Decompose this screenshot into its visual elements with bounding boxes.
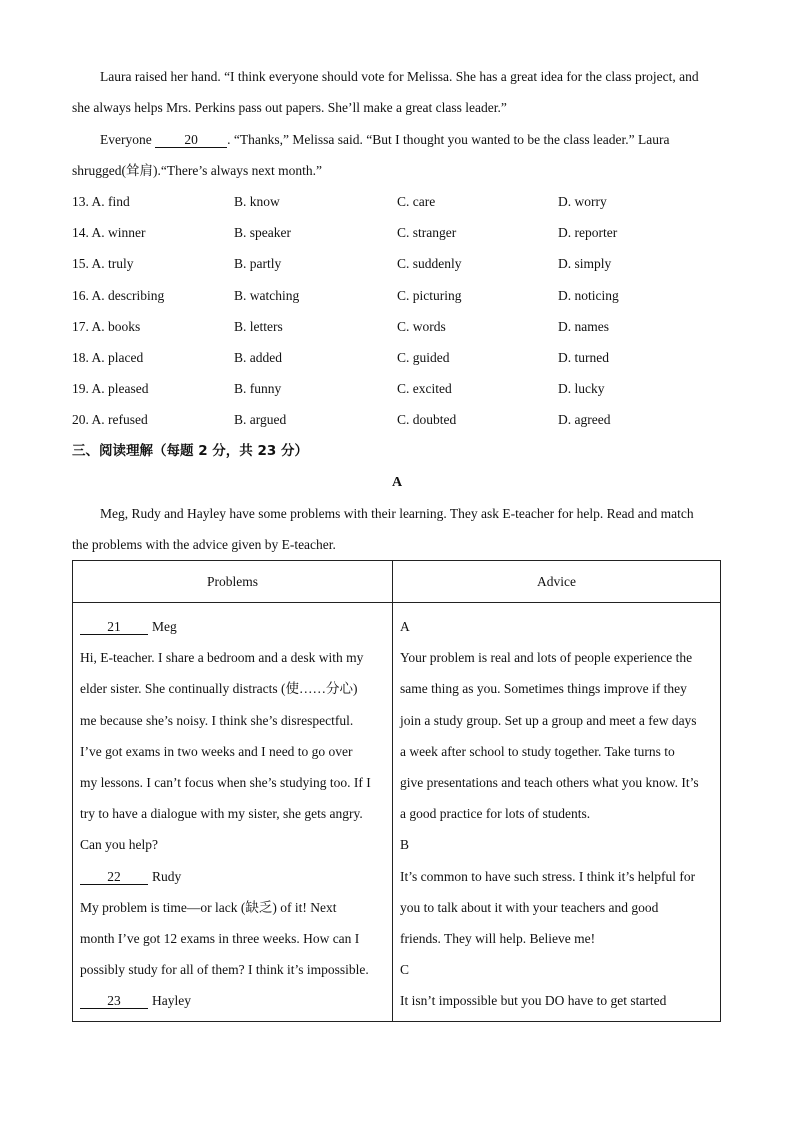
option-b[interactable]: B. letters	[234, 318, 283, 334]
option-d[interactable]: D. names	[558, 318, 609, 334]
problem-text-line: Can you help?	[80, 837, 158, 853]
question-row	[72, 342, 722, 373]
option-a[interactable]: 19. A. pleased	[72, 381, 149, 397]
option-c[interactable]: C. suddenly	[397, 256, 462, 272]
intro-line: Meg, Rudy and Hayley have some problems with their learning. They ask E-teacher for help. Read and match	[100, 506, 694, 521]
problem-text-line: my lessons. I can’t focus when she’s studying too. If I	[80, 775, 371, 791]
problem-text-line: I’ve got exams in two weeks and I need to go over	[80, 743, 353, 759]
advice-text-line: friends. They will help. Believe me!	[400, 931, 596, 947]
table-row	[73, 603, 721, 1022]
advice-text-line: you to talk about it with your teachers and good	[400, 899, 659, 915]
advice-text-line: Your problem is real and lots of people experience the	[400, 650, 693, 666]
advice-text-line: a week after school to study together. Take turns to	[400, 743, 675, 759]
passage-text: . “Thanks,” Melissa said. “But I thought you wanted to be the class leader.” Laura	[227, 132, 670, 147]
header-advice: Advice	[393, 561, 721, 603]
passage-line: shrugged(耸肩).“There’s always next month.”	[72, 163, 323, 178]
student-name: Meg	[152, 619, 177, 634]
problem-text-line: elder sister. She continually distracts (使……分心)	[80, 681, 358, 697]
option-a[interactable]: 16. A. describing	[72, 287, 165, 303]
option-a[interactable]: 13. A. find	[72, 194, 130, 209]
option-c[interactable]: C. guided	[397, 350, 450, 365]
header-problems: Problems	[73, 561, 393, 603]
section-heading: 三、阅读理解（每题 2 分，共 23 分）	[72, 443, 308, 459]
option-c[interactable]: C. care	[397, 194, 436, 209]
option-a[interactable]: 14. A. winner	[72, 225, 146, 241]
problem-heading-hayley	[80, 985, 385, 1016]
passage-line: she always helps Mrs. Perkins pass out papers. She’ll make a great class leader.”	[72, 100, 507, 115]
reading-intro	[72, 498, 722, 560]
option-d[interactable]: D. agreed	[558, 412, 611, 428]
intro-line: the problems with the advice given by E-teacher.	[72, 537, 336, 552]
student-name: Rudy	[152, 868, 182, 884]
meg-problem-text	[80, 642, 385, 860]
problem-text-line: try to have a dialogue with my sister, she gets angry.	[80, 806, 363, 822]
passage-text: Everyone	[100, 132, 156, 147]
passage-paragraph-1	[72, 61, 722, 123]
advice-text-line: It isn’t impossible but you DO have to get started	[400, 993, 667, 1009]
problem-text-line: My problem is time—or lack (缺乏) of it! Next	[80, 899, 337, 915]
option-d[interactable]: D. lucky	[558, 381, 605, 397]
question-row	[72, 373, 722, 404]
option-d[interactable]: D. simply	[558, 256, 612, 272]
option-d[interactable]: D. turned	[558, 350, 609, 365]
advice-label-c: C	[400, 962, 410, 978]
passage-line: Laura raised her hand. “I think everyone should vote for Melissa. She has a great idea for the class project, and	[100, 69, 699, 84]
advice-cell	[393, 603, 721, 1022]
advice-label-b: B	[400, 837, 410, 853]
option-c[interactable]: C. doubted	[397, 412, 457, 428]
question-row	[72, 248, 722, 279]
passage-line	[72, 124, 722, 155]
question-row	[72, 217, 722, 248]
option-b[interactable]: B. watching	[234, 287, 300, 303]
option-d[interactable]: D. noticing	[558, 287, 619, 303]
option-b[interactable]: B. funny	[234, 381, 282, 397]
part-label: A	[391, 475, 403, 490]
option-c[interactable]: C. words	[397, 318, 446, 334]
answer-blank-20[interactable]: 20	[155, 132, 227, 148]
option-b[interactable]: B. partly	[234, 256, 282, 272]
problem-text-line: Hi, E-teacher. I share a bedroom and a desk with my	[80, 650, 364, 666]
student-name: Hayley	[152, 993, 191, 1009]
option-a[interactable]: 18. A. placed	[72, 350, 144, 365]
problems-cell	[73, 603, 393, 1022]
option-a[interactable]: 15. A. truly	[72, 256, 134, 272]
rudy-problem-text	[80, 892, 385, 986]
advice-label-a: A	[400, 619, 410, 634]
advice-text-line: same thing as you. Sometimes things improve if they	[400, 681, 687, 697]
advice-text-line: It’s common to have such stress. I think it’s helpful for	[400, 868, 696, 884]
option-c[interactable]: C. picturing	[397, 287, 462, 303]
passage-paragraph-2	[72, 124, 722, 186]
option-b[interactable]: B. speaker	[234, 225, 291, 241]
option-b[interactable]: B. argued	[234, 412, 287, 428]
matching-table	[72, 560, 721, 1022]
option-c[interactable]: C. stranger	[397, 225, 457, 241]
problem-text-line: possibly study for all of them? I think it’s impossible.	[80, 962, 369, 978]
problem-text-line: month I’ve got 12 exams in three weeks. How can I	[80, 931, 360, 947]
option-a[interactable]: 20. A. refused	[72, 412, 148, 428]
table-header-row	[73, 561, 721, 603]
problem-heading-meg	[80, 611, 385, 642]
question-row	[72, 186, 722, 217]
problem-heading-rudy	[80, 861, 385, 892]
answer-blank-21[interactable]: 21	[80, 619, 148, 635]
question-row	[72, 404, 722, 435]
advice-text-line: join a study group. Set up a group and meet a few days	[400, 712, 697, 728]
advice-text-line: a good practice for lots of students.	[400, 806, 591, 822]
advice-text-line: give presentations and teach others what you know. It’s	[400, 775, 699, 791]
advice-b-text	[400, 861, 713, 955]
option-b[interactable]: B. added	[234, 350, 282, 365]
option-a[interactable]: 17. A. books	[72, 318, 141, 334]
advice-a-text	[400, 642, 713, 829]
option-b[interactable]: B. know	[234, 194, 280, 209]
answer-blank-22[interactable]: 22	[80, 869, 148, 885]
option-d[interactable]: D. reporter	[558, 225, 618, 241]
problem-text-line: me because she’s noisy. I think she’s disrespectful.	[80, 712, 354, 728]
answer-blank-23[interactable]: 23	[80, 993, 148, 1009]
advice-c-text	[400, 985, 713, 1016]
option-d[interactable]: D. worry	[558, 194, 607, 209]
option-c[interactable]: C. excited	[397, 381, 452, 397]
question-row	[72, 311, 722, 342]
question-row	[72, 280, 722, 311]
